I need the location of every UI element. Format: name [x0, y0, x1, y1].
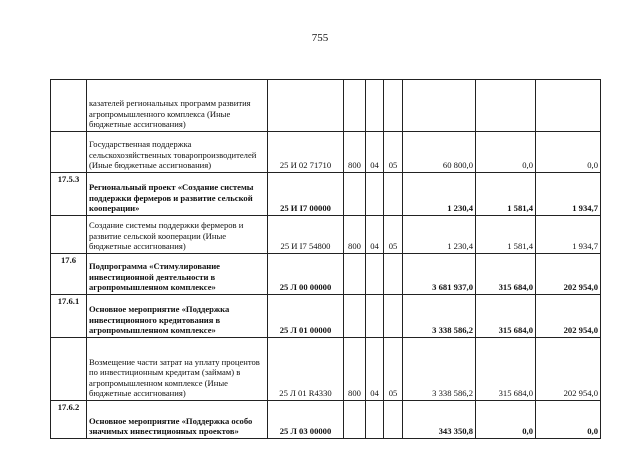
cell-v1: 1 230,4 — [403, 173, 476, 216]
cell-vr — [344, 80, 366, 132]
cell-v2: 1 581,4 — [476, 173, 536, 216]
cell-v3: 0,0 — [536, 132, 601, 173]
cell-rz — [366, 295, 384, 338]
cell-id: 17.5.3 — [51, 173, 87, 216]
table-row — [51, 401, 601, 439]
table-row — [51, 254, 601, 295]
cell-id — [51, 132, 87, 173]
cell-rz: 04 — [366, 338, 384, 401]
cell-code: 25 Л 01 R4330 — [268, 338, 344, 401]
cell-pr: 05 — [384, 338, 403, 401]
table-row — [51, 338, 601, 401]
table-row — [51, 173, 601, 216]
cell-v1: 343 350,8 — [403, 401, 476, 439]
cell-vr — [344, 401, 366, 439]
cell-v3: 1 934,7 — [536, 173, 601, 216]
cell-id — [51, 216, 87, 254]
cell-desc: Создание системы поддержки фермеров и развитие сельской кооперации (Иные бюджетные ассигнования) — [87, 216, 268, 254]
cell-v1: 3 681 937,0 — [403, 254, 476, 295]
cell-rz — [366, 173, 384, 216]
cell-pr — [384, 295, 403, 338]
cell-v1 — [403, 80, 476, 132]
cell-vr: 800 — [344, 216, 366, 254]
cell-code: 25 Л 00 00000 — [268, 254, 344, 295]
cell-desc: Государственная поддержка сельскохозяйственных товаропроизводителей (Иные бюджетные ассигнования) — [87, 132, 268, 173]
cell-code: 25 И I7 00000 — [268, 173, 344, 216]
cell-v3: 1 934,7 — [536, 216, 601, 254]
cell-pr: 05 — [384, 216, 403, 254]
cell-pr — [384, 173, 403, 216]
cell-pr: 05 — [384, 132, 403, 173]
cell-v3 — [536, 80, 601, 132]
cell-desc: Подпрограмма «Стимулирование инвестиционной деятельности в агропромышленном комплексе» — [87, 254, 268, 295]
table-row — [51, 132, 601, 173]
cell-vr — [344, 254, 366, 295]
cell-v3: 202 954,0 — [536, 254, 601, 295]
cell-desc: Основное мероприятие «Поддержка инвестиционного кредитования в агропромышленном комплексе» — [87, 295, 268, 338]
cell-rz: 04 — [366, 216, 384, 254]
cell-v2: 315 684,0 — [476, 338, 536, 401]
cell-id: 17.6 — [51, 254, 87, 295]
cell-v2: 0,0 — [476, 132, 536, 173]
cell-rz — [366, 80, 384, 132]
cell-desc: Основное мероприятие «Поддержка особо значимых инвестиционных проектов» — [87, 401, 268, 439]
cell-id — [51, 338, 87, 401]
cell-v1: 60 800,0 — [403, 132, 476, 173]
cell-v2: 0,0 — [476, 401, 536, 439]
cell-code: 25 И I7 54800 — [268, 216, 344, 254]
cell-vr: 800 — [344, 132, 366, 173]
cell-v2: 1 581,4 — [476, 216, 536, 254]
cell-v3: 0,0 — [536, 401, 601, 439]
cell-code: 25 Л 01 00000 — [268, 295, 344, 338]
table-row — [51, 295, 601, 338]
cell-code — [268, 80, 344, 132]
table-row — [51, 80, 601, 132]
cell-id — [51, 80, 87, 132]
table-row — [51, 216, 601, 254]
cell-pr — [384, 80, 403, 132]
cell-v2: 315 684,0 — [476, 254, 536, 295]
page-number: 755 — [311, 32, 329, 44]
cell-v1: 3 338 586,2 — [403, 295, 476, 338]
cell-v1: 1 230,4 — [403, 216, 476, 254]
cell-id: 17.6.2 — [51, 401, 87, 439]
cell-rz: 04 — [366, 132, 384, 173]
cell-vr: 800 — [344, 338, 366, 401]
cell-code: 25 И 02 71710 — [268, 132, 344, 173]
cell-code: 25 Л 03 00000 — [268, 401, 344, 439]
cell-pr — [384, 254, 403, 295]
cell-v3: 202 954,0 — [536, 295, 601, 338]
cell-vr — [344, 295, 366, 338]
cell-v2 — [476, 80, 536, 132]
cell-pr — [384, 401, 403, 439]
cell-desc: Возмещение части затрат на уплату процентов по инвестиционным кредитам (займам) в агропромышленном комплексе (Иные бюджетные ассигнования) — [87, 338, 268, 401]
cell-v3: 202 954,0 — [536, 338, 601, 401]
budget-table — [50, 79, 601, 439]
cell-rz — [366, 254, 384, 295]
cell-rz — [366, 401, 384, 439]
cell-desc: Региональный проект «Создание системы поддержки фермеров и развитие сельской кооперации» — [87, 173, 268, 216]
cell-v1: 3 338 586,2 — [403, 338, 476, 401]
cell-vr — [344, 173, 366, 216]
cell-desc: казателей региональных программ развития агропромышленного комплекса (Иные бюджетные ассигнования) — [87, 80, 268, 132]
cell-v2: 315 684,0 — [476, 295, 536, 338]
cell-id: 17.6.1 — [51, 295, 87, 338]
